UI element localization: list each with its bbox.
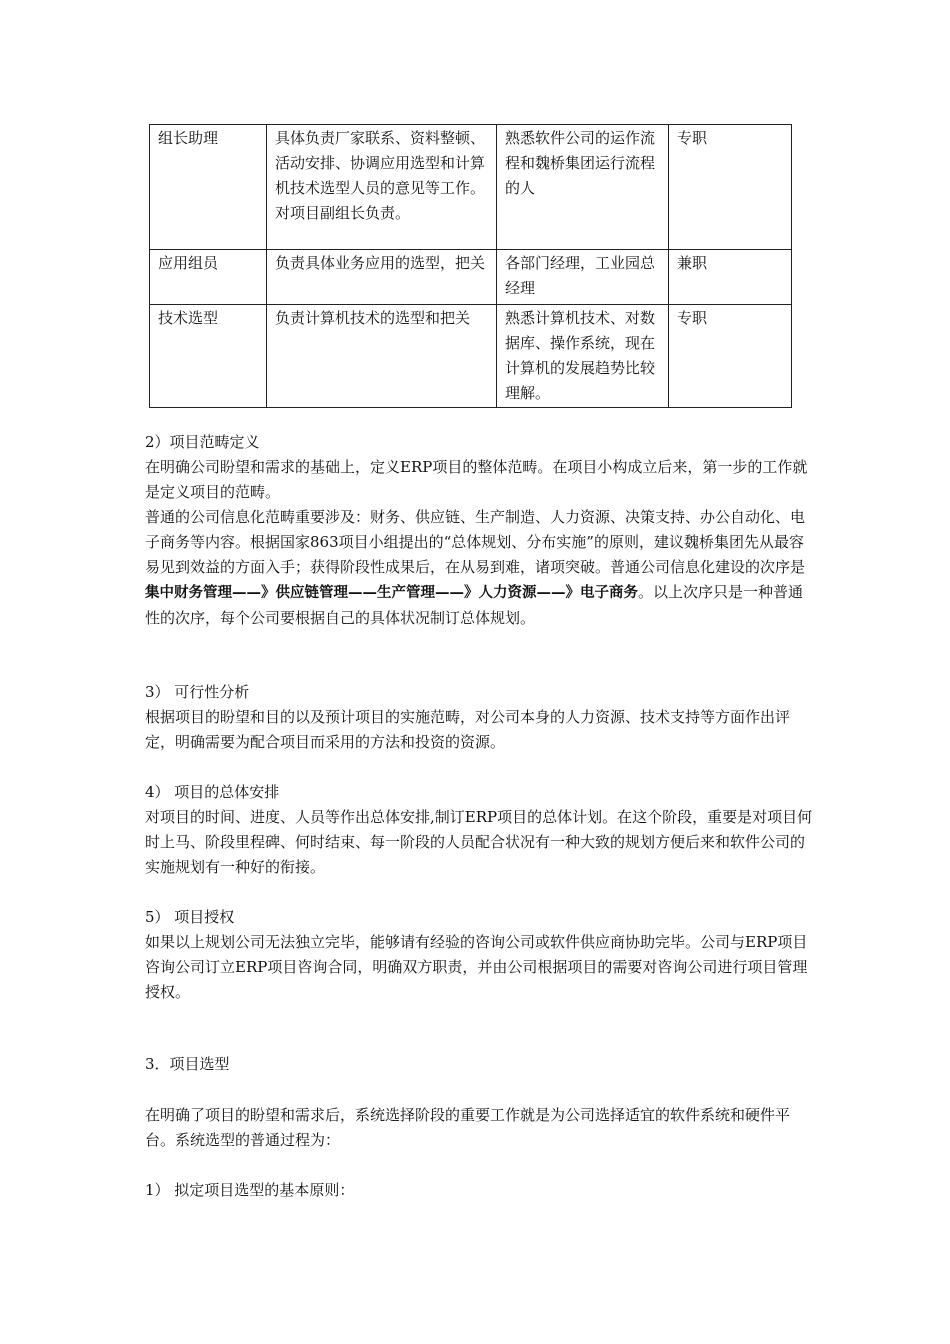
bold-sequence: 集中财务管理——》供应链管理——生产管理——》人力资源——》电子商务 xyxy=(145,585,638,601)
section-authorization xyxy=(145,905,815,1005)
list-item: 1） 拟定项目选型的基本原则： xyxy=(145,1181,355,1199)
paragraph-text: 。以上次序只是一种普通性的次序，每个公司要根据自己的具体状况制订总体规划。 xyxy=(145,583,804,627)
section-overall-plan xyxy=(145,780,815,880)
table-row xyxy=(150,125,792,250)
section-heading: 3） 可行性分析 xyxy=(145,683,250,701)
section-heading: 2）项目范畴定义 xyxy=(145,433,260,451)
duty-cell: 具体负责厂家联系、资料整顿、活动安排、协调应用选型和计算机技术选型人员的意见等工作。对项目副组长负责。 xyxy=(267,125,497,250)
section-selection-item xyxy=(145,1178,815,1203)
duty-cell: 负责计算机技术的选型和把关 xyxy=(267,305,497,408)
type-cell: 专职 xyxy=(669,305,792,408)
role-cell: 应用组员 xyxy=(150,250,267,305)
duty-cell: 负责具体业务应用的选型，把关 xyxy=(267,250,497,305)
section-scope-definition xyxy=(145,430,815,631)
section-selection-intro xyxy=(145,1103,815,1153)
paragraph: 在明确了项目的盼望和需求后，系统选择阶段的重要工作就是为公司选择适宜的软件系统和硬件平台。系统选型的普通过程为： xyxy=(145,1106,791,1149)
type-cell: 专职 xyxy=(669,125,792,250)
section-heading: 4） 项目的总体安排 xyxy=(145,783,280,801)
qualification-cell: 熟悉计算机技术、对数据库、操作系统，现在计算机的发展趋势比较理解。 xyxy=(497,305,669,408)
paragraph: 对项目的时间、进度、人员等作出总体安排,制订ERP项目的总体计划。在这个阶段，重要是对项目何时上马、阶段里程碑、何时结束、每一阶段的人员配合状况有一种大致的规划方便后来和软件公司的实施规划有一种好的衔接。 xyxy=(145,808,813,876)
type-cell: 兼职 xyxy=(669,250,792,305)
section-feasibility xyxy=(145,680,815,755)
role-cell: 技术选型 xyxy=(150,305,267,408)
section-selection-title xyxy=(145,1052,815,1077)
paragraph: 根据项目的盼望和目的以及预计项目的实施范畴，对公司本身的人力资源、技术支持等方面作出评定，明确需要为配合项目而采用的方法和投资的资源。 xyxy=(145,708,791,751)
paragraph-text: 普通的公司信息化范畴重要涉及：财务、供应链、生产制造、人力资源、决策支持、办公自动化、电子商务等内容。根据国家863项目小组提出的“总体规划、分布实施”的原则，建议魏桥集团先从最容易见到效益的方面入手；获得阶段性成果后，在从易到难，诸项突破。普通公司信息化建设的次序是 xyxy=(145,508,806,576)
table-row xyxy=(150,250,792,305)
qualification-cell: 熟悉软件公司的运作流程和魏桥集团运行流程的人 xyxy=(497,125,669,250)
section-heading: 5） 项目授权 xyxy=(145,908,235,926)
role-cell: 组长助理 xyxy=(150,125,267,250)
table-row xyxy=(150,305,792,408)
paragraph: 在明确公司盼望和需求的基础上，定义ERP项目的整体范畴。在项目小构成立后来，第一步的工作就是定义项目的范畴。 xyxy=(145,458,808,501)
paragraph: 如果以上规划公司无法独立完毕，能够请有经验的咨询公司或软件供应商协助完毕。公司与ERP项目咨询公司订立ERP项目咨询合同，明确双方职责，并由公司根据项目的需要对咨询公司进行项目管理授权。 xyxy=(145,933,808,1001)
roles-table xyxy=(149,124,792,408)
section-heading: 3．项目选型 xyxy=(145,1055,230,1073)
paragraph xyxy=(145,505,815,631)
qualification-cell: 各部门经理，工业园总经理 xyxy=(497,250,669,305)
